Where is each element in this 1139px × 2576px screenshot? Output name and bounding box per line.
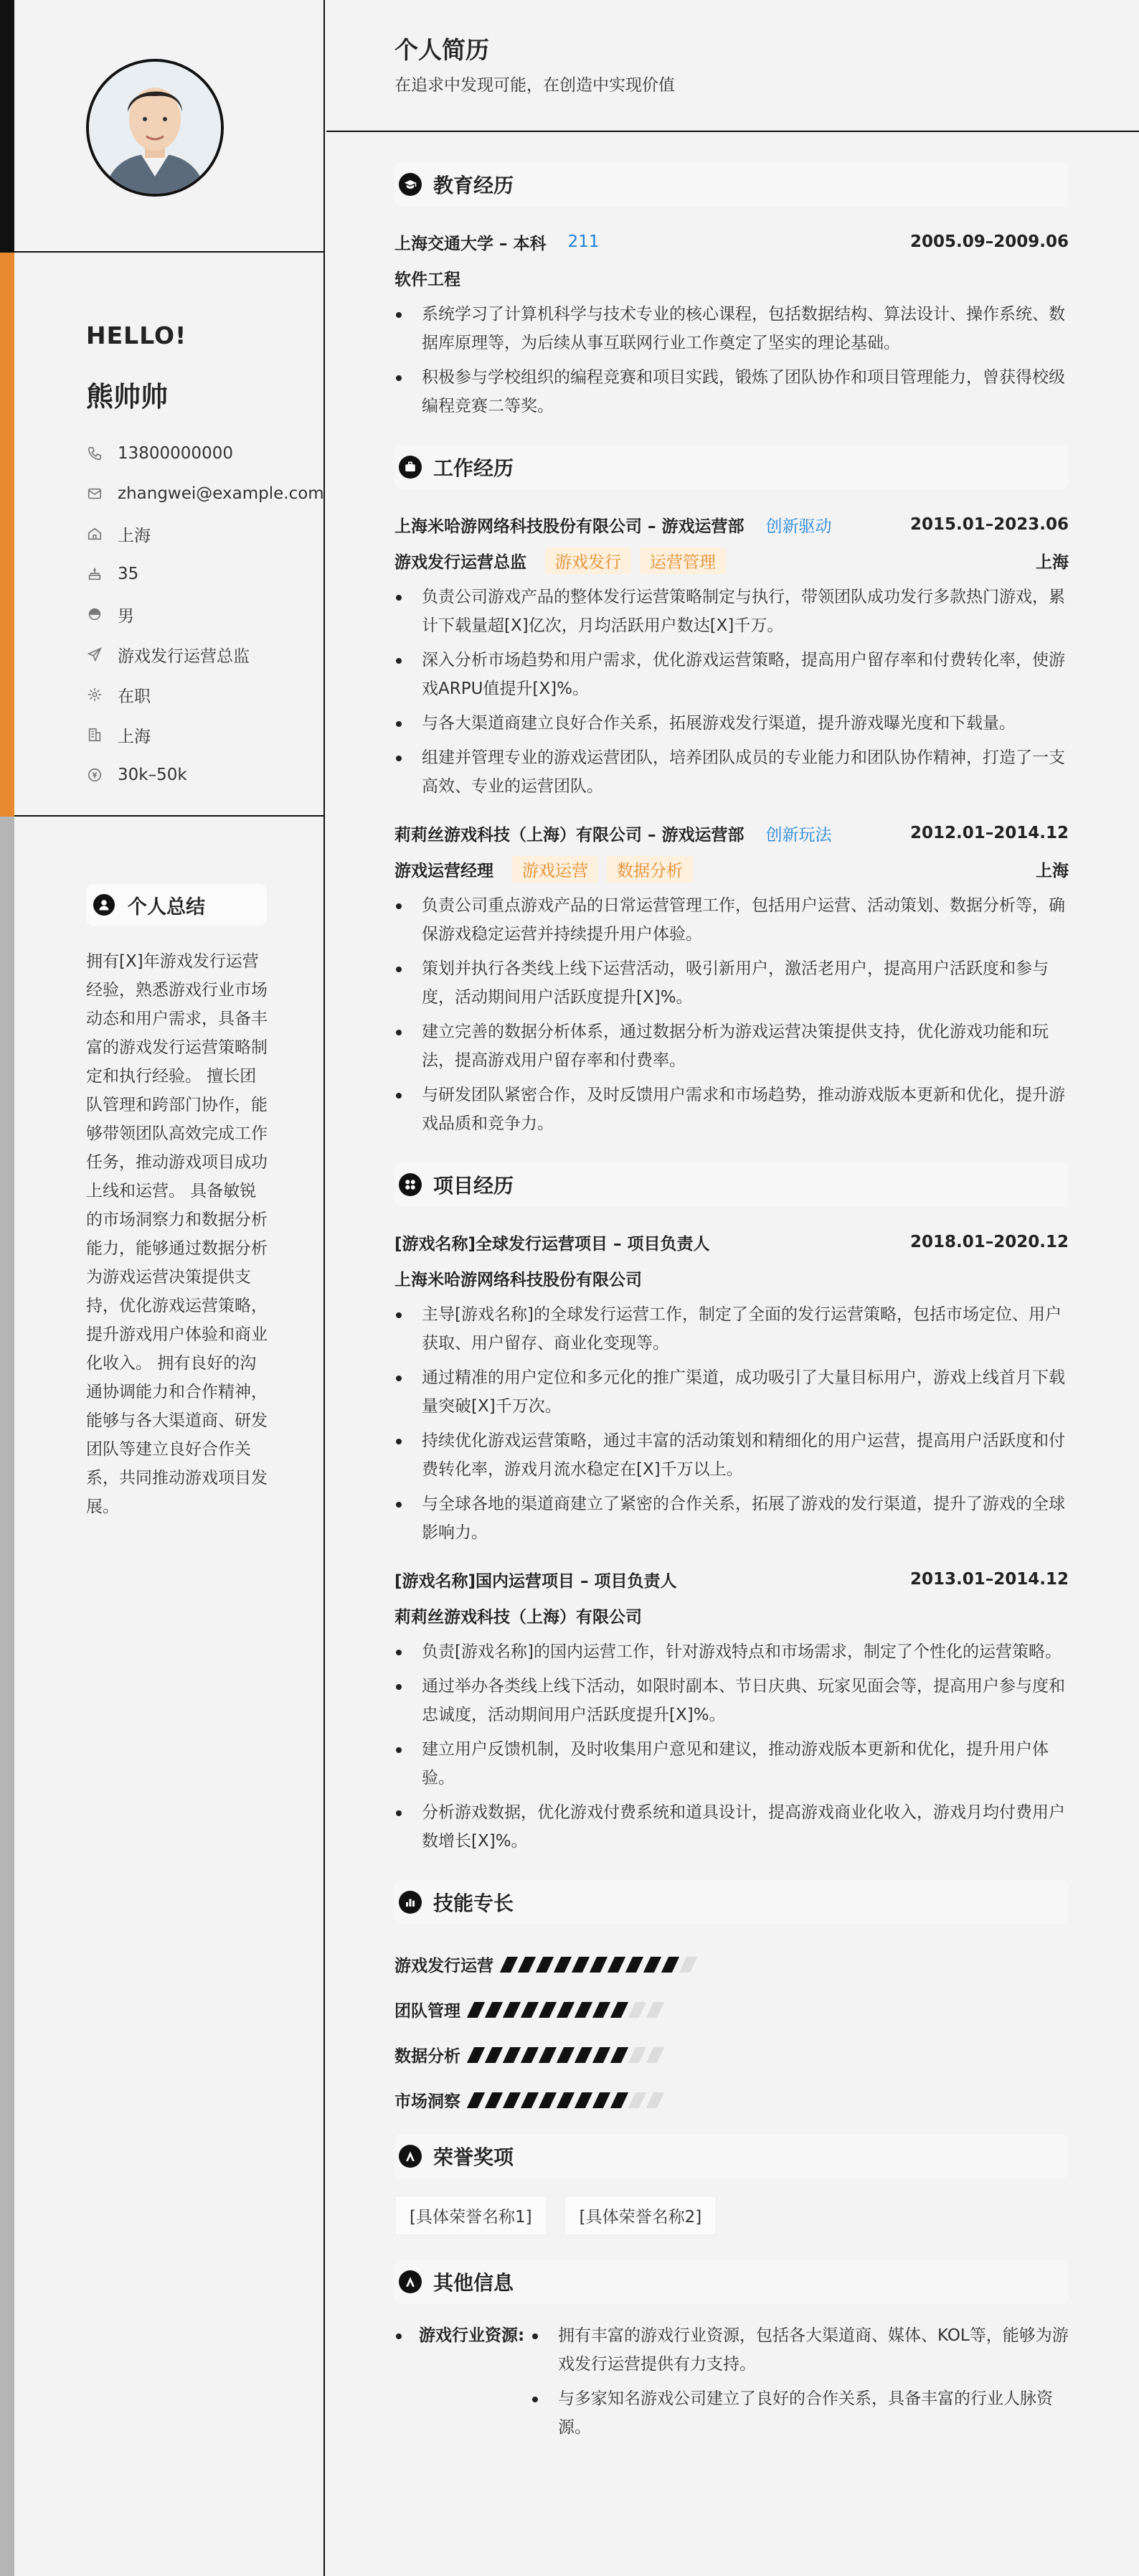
skill-segment-filled (643, 1957, 661, 1973)
list-item: 深入分析市场趋势和用户需求，优化游戏运营策略，提高用户留存率和付费转化率，使游戏ARPU值提升[X]%。 (394, 646, 1069, 703)
section-title: 教育经历 (433, 174, 514, 197)
job-city: 上海 (1036, 553, 1069, 572)
age-icon (86, 565, 103, 583)
info-value: 13800000000 (118, 444, 233, 463)
skill-segment-filled (503, 2092, 521, 2108)
company-tag: 创新驱动 (765, 517, 832, 536)
list-item: 负责公司重点游戏产品的日常运营管理工作，包括用户运营、活动策划、数据分析等，确保游戏稳定运营并持续提升用户体验。 (394, 891, 1069, 949)
info-email (86, 474, 324, 514)
info-title (86, 634, 324, 674)
skills-list (394, 1942, 1069, 2123)
skill-segment-filled (575, 2002, 592, 2018)
skill-segment-filled (485, 2047, 503, 2063)
job-entry (394, 815, 1069, 1138)
major-name: 软件工程 (394, 270, 460, 289)
project-date: 2013.01–2014.12 (909, 1570, 1069, 1589)
list-item: 与各大渠道商建立良好合作关系，拓展游戏发行渠道，提升游戏曝光度和下载量。 (394, 709, 1069, 738)
honors-heading (394, 2134, 1069, 2178)
info-value: 上海 (118, 526, 151, 545)
skill-label: 团队管理 (394, 2002, 460, 2021)
page-title: 个人简历 (394, 36, 489, 64)
skill-segment-empty (646, 2002, 664, 2018)
list-item: 通过举办各类线上线下活动，如限时副本、节日庆典、玩家见面会等，提高用户参与度和忠诚度，活动期间用户活跃度提升[X]%。 (394, 1672, 1069, 1729)
skill-segment-filled (575, 2047, 592, 2063)
skills-section (394, 1880, 1069, 2123)
skill-level-bar (471, 2047, 668, 2063)
projects-section (394, 1162, 1069, 1856)
job-role: 游戏发行运营总监 (394, 553, 526, 572)
color-strip-gray (0, 817, 14, 2576)
project-entry (394, 1561, 1069, 1856)
skill-segment-filled (503, 2002, 521, 2018)
work-heading (394, 445, 1069, 489)
skill-segment-empty (628, 2002, 646, 2018)
section-title: 荣誉奖项 (433, 2145, 514, 2169)
summary-heading (86, 884, 267, 926)
info-list (86, 433, 324, 795)
page-subtitle: 在追求中发现可能，在创造中实现价值 (394, 76, 675, 95)
project-bullets (394, 1637, 1069, 1856)
skill-segment-filled (610, 2002, 628, 2018)
skill-segment-filled (521, 2002, 539, 2018)
skill-segment-filled (661, 1957, 679, 1973)
section-title: 其他信息 (433, 2271, 514, 2295)
info-value: 上海 (118, 727, 151, 746)
skill-segment-filled (521, 2092, 539, 2108)
summary-text: 拥有[X]年游戏发行运营经验，熟悉游戏行业市场动态和用户需求，具备丰富的游戏发行运营策略制定和执行经验。 擅长团队管理和跨部门协作，能够带领团队高效完成工作任务，推动游戏项目成功上线和运营。 具备敏锐的市场洞察力和数据分析能力，能够通过数据分析为游戏运营决策提供支持，优化游戏运营策略，提升游戏用户体验和商业化收入。 拥有良好的沟通协调能力和合作精神，能够与各大渠道商、研发团队等建立良好合作关系，共同推动游戏项目发展。 (86, 952, 268, 1516)
role-tag: 数据分析 (607, 856, 693, 883)
skill-segment-filled (592, 2002, 610, 2018)
other-section (394, 2260, 1069, 2448)
other-entry (394, 2321, 1069, 2448)
skill-segment-empty (628, 2047, 646, 2063)
list-item: 与全球各地的渠道商建立了紧密的合作关系，拓展了游戏的发行渠道，提升了游戏的全球影响力。 (394, 1490, 1069, 1547)
company-name: 上海米哈游网络科技股份有限公司 – 游戏运营部 (394, 517, 745, 536)
job-city: 上海 (1036, 861, 1069, 880)
list-item: 分析游戏数据，优化游戏付费系统和道具设计，提高游戏商业化收入，游戏月均付费用户数增长[X]%。 (394, 1798, 1069, 1856)
info-location (86, 715, 324, 755)
building-icon (86, 726, 103, 743)
skill-label: 游戏发行运营 (394, 1957, 493, 1975)
skill-segment-filled (536, 1957, 554, 1973)
skill-segment-filled (557, 2047, 575, 2063)
color-strip-orange (0, 253, 14, 817)
project-name: [游戏名称]全球发行运营项目 – 项目负责人 (394, 1234, 710, 1254)
hello-greeting: HELLO! (86, 321, 187, 349)
list-item: 积极参与学校组织的编程竞赛和项目实践，锻炼了团队协作和项目管理能力，曾获得校级编程竞赛二等奖。 (394, 363, 1069, 420)
skill-segment-filled (539, 2092, 557, 2108)
main-content (326, 0, 1139, 2576)
info-phone (86, 433, 324, 474)
info-value: 35 (118, 565, 139, 583)
education-row (394, 224, 1069, 260)
skill-label: 市场洞察 (394, 2092, 460, 2111)
avatar (86, 59, 224, 197)
job-bullets (394, 583, 1069, 801)
skill-segment-filled (608, 1957, 625, 1973)
other-heading (394, 2260, 1069, 2304)
skill-segment-filled (467, 2092, 485, 2108)
job-bullets (394, 891, 1069, 1138)
skill-segment-filled (518, 1957, 536, 1973)
skill-segment-filled (625, 1957, 643, 1973)
color-strip-black (0, 0, 14, 253)
list-item: 策划并执行各类线上线下运营活动，吸引新用户，激活老用户，提高用户活跃度和参与度，活动期间用户活跃度提升[X]%。 (394, 954, 1069, 1012)
skill-segment-filled (590, 1957, 608, 1973)
skill-segment-filled (539, 2002, 557, 2018)
info-value: 30k–50k (118, 766, 187, 784)
home-icon (86, 525, 103, 542)
role-tag: 游戏发行 (545, 547, 631, 574)
send-icon (86, 646, 103, 663)
job-date: 2012.01–2014.12 (909, 824, 1069, 842)
summary-title: 个人总结 (128, 896, 205, 918)
list-item: 组建并管理专业的游戏运营团队，培养团队成员的专业能力和团队协作精神，打造了一支高效、专业的运营团队。 (394, 743, 1069, 801)
school-name: 上海交通大学 – 本科 (394, 234, 547, 253)
job-date: 2015.01–2023.06 (909, 515, 1069, 534)
project-name: [游戏名称]国内运营项目 – 项目负责人 (394, 1571, 677, 1591)
skill-segment-filled (485, 2002, 503, 2018)
skill-row (394, 1987, 1069, 2032)
skill-segment-filled (539, 2047, 557, 2063)
projects-heading (394, 1162, 1069, 1207)
list-item: 负责公司游戏产品的整体发行运营策略制定与执行，带领团队成功发行多款热门游戏，累计下载量超[X]亿次，月均活跃用户数达[X]千万。 (394, 583, 1069, 640)
skill-segment-empty (628, 2092, 646, 2108)
role-tag: 游戏运营 (512, 856, 598, 883)
honors-section (394, 2134, 1069, 2235)
section-title: 技能专长 (433, 1891, 514, 1915)
info-age (86, 554, 324, 594)
school-tag: 211 (567, 232, 600, 251)
gender-icon (86, 606, 103, 623)
skill-segment-filled (575, 2092, 592, 2108)
sidebar (14, 0, 325, 2576)
skill-level-bar (504, 1957, 701, 1973)
other-key: 游戏行业资源: (394, 2321, 531, 2448)
skill-row (394, 1942, 1069, 1987)
resume-header (326, 0, 1139, 132)
other-bullets (531, 2321, 1069, 2448)
info-value: 男 (118, 606, 134, 626)
honors-list (394, 2196, 1069, 2235)
status-icon (86, 686, 103, 703)
skill-level-bar (471, 2092, 668, 2108)
education-section (394, 162, 1069, 420)
user-icon (93, 894, 115, 916)
skill-segment-empty (679, 1957, 697, 1973)
list-item: 负责[游戏名称]的国内运营工作，针对游戏特点和市场需求，制定了个性化的运营策略。 (394, 1637, 1069, 1666)
info-gender (86, 594, 324, 634)
skill-segment-filled (610, 2047, 628, 2063)
skill-segment-filled (554, 1957, 572, 1973)
list-item: 通过精准的用户定位和多元化的推广渠道，成功吸引了大量目标用户，游戏上线首月下载量突破[X]千万次。 (394, 1363, 1069, 1421)
company-tag: 创新玩法 (765, 825, 832, 845)
person-name: 熊帅帅 (86, 381, 169, 413)
skill-segment-filled (485, 2092, 503, 2108)
role-tag: 运营管理 (640, 547, 726, 574)
work-section (394, 445, 1069, 1138)
info-value: 在职 (118, 687, 151, 706)
company-name: 莉莉丝游戏科技（上海）有限公司 – 游戏运营部 (394, 825, 745, 845)
skill-label: 数据分析 (394, 2047, 460, 2066)
skill-segment-filled (467, 2047, 485, 2063)
info-status (86, 674, 324, 715)
section-title: 项目经历 (433, 1174, 514, 1198)
list-item: 建立用户反馈机制，及时收集用户意见和建议，推动游戏版本更新和优化，提升用户体验。 (394, 1735, 1069, 1792)
skill-segment-filled (592, 2092, 610, 2108)
list-item: 持续优化游戏运营策略，通过丰富的活动策划和精细化的用户运营，提高用户活跃度和付费转化率，游戏月流水稳定在[X]千万以上。 (394, 1426, 1069, 1484)
honor-item: [具体荣誉名称1] (394, 2196, 547, 2235)
list-item: 系统学习了计算机科学与技术专业的核心课程，包括数据结构、算法设计、操作系统、数据库原理等，为后续从事互联网行业工作奠定了坚实的理论基础。 (394, 300, 1069, 357)
avatar-photo (89, 62, 221, 194)
job-role: 游戏运营经理 (394, 861, 493, 880)
avatar-block (14, 0, 323, 253)
resume-body (394, 162, 1069, 2448)
skill-segment-filled (557, 2002, 575, 2018)
skill-segment-filled (467, 2002, 485, 2018)
project-company: 莉莉丝游戏科技（上海）有限公司 (394, 1607, 642, 1627)
skill-row (394, 2032, 1069, 2077)
section-title: 工作经历 (433, 456, 514, 480)
phone-icon (86, 445, 103, 462)
skills-heading (394, 1880, 1069, 1924)
project-company: 上海米哈游网络科技股份有限公司 (394, 1270, 642, 1289)
info-city (86, 514, 324, 554)
education-heading (394, 162, 1069, 207)
honor-item: [具体荣誉名称2] (564, 2196, 717, 2235)
job-entry (394, 507, 1069, 801)
skill-segment-empty (646, 2047, 664, 2063)
info-value: zhangwei@example.com (118, 484, 324, 503)
skill-segment-filled (557, 2092, 575, 2108)
info-value: 游戏发行运营总监 (118, 647, 250, 666)
skill-segment-filled (503, 2047, 521, 2063)
project-date: 2018.01–2020.12 (909, 1233, 1069, 1251)
list-item: 建立完善的数据分析体系，通过数据分析为游戏运营决策提供支持，优化游戏功能和玩法，提高游戏用户留存率和付费率。 (394, 1017, 1069, 1075)
contact-block (14, 254, 323, 817)
skill-segment-filled (521, 2047, 539, 2063)
mail-icon (86, 485, 103, 502)
skill-segment-filled (610, 2092, 628, 2108)
project-bullets (394, 1300, 1069, 1547)
list-item: 拥有丰富的游戏行业资源，包括各大渠道商、媒体、KOL等，能够为游戏发行运营提供有力支持。 (531, 2321, 1069, 2379)
skill-level-bar (471, 2002, 668, 2018)
award-icon (399, 2270, 422, 2293)
skill-row (394, 2077, 1069, 2123)
list-item: 主导[游戏名称]的全球发行运营工作，制定了全面的发行运营策略，包括市场定位、用户获取、用户留存、商业化变现等。 (394, 1300, 1069, 1358)
chart-icon (399, 1891, 422, 1914)
award-icon (399, 2145, 422, 2168)
list-item: 与多家知名游戏公司建立了良好的合作关系，具备丰富的行业人脉资源。 (531, 2384, 1069, 2442)
skill-segment-filled (572, 1957, 590, 1973)
skill-segment-filled (592, 2047, 610, 2063)
salary-icon (86, 766, 103, 784)
education-bullets (394, 300, 1069, 420)
education-date: 2005.09–2009.06 (909, 232, 1069, 251)
list-item: 与研发团队紧密合作，及时反馈用户需求和市场趋势，推动游戏版本更新和优化，提升游戏品质和竞争力。 (394, 1081, 1069, 1138)
skill-segment-empty (646, 2092, 664, 2108)
briefcase-icon (399, 456, 422, 479)
info-salary (86, 755, 324, 795)
skill-segment-filled (500, 1957, 518, 1973)
graduation-cap-icon (399, 173, 422, 196)
major-row (394, 260, 1069, 296)
grid-icon (399, 1173, 422, 1196)
project-entry (394, 1224, 1069, 1547)
